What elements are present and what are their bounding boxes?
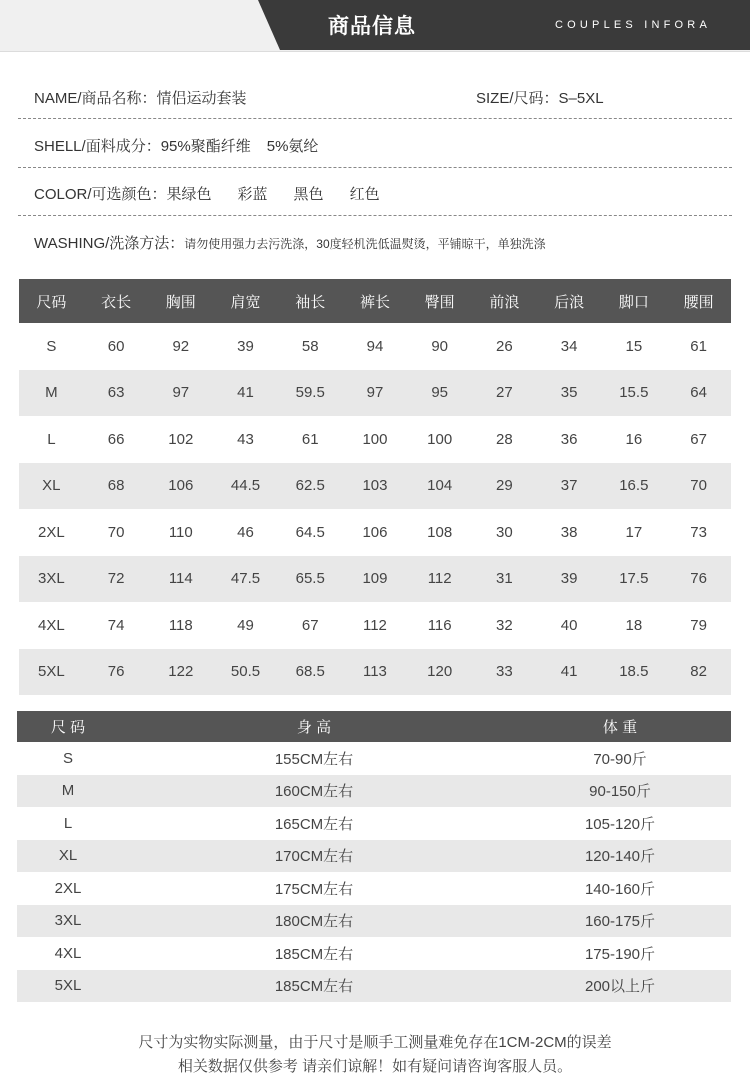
table-cell: 165CM左右 [274,815,354,833]
table-cell: 62.5 [278,463,343,510]
table-cell: 3XL [17,905,119,938]
color-option: 红色 [349,186,380,203]
divider [18,215,732,216]
page-title: 商品信息 [328,14,416,38]
table-cell: 16 [625,430,643,448]
table-cell: 5XL [17,970,119,1003]
table-cell: M [17,775,119,808]
shell-label: SHELL/面料成分： [34,138,161,155]
table-cell: 110 [168,523,193,541]
table-cell: 29 [472,463,537,510]
table-cell: 64.5 [295,523,325,541]
table-cell: 63 [84,370,149,417]
table-cell: S [46,337,57,355]
table-cell: 2XL [54,879,82,897]
table-cell: 108 [427,523,453,541]
size-range-value: S–5XL [558,90,604,107]
table-cell: 50.5 [213,649,278,696]
table-cell: S [62,749,73,767]
table-cell: 185CM左右 [119,970,509,1003]
column-header: 衣长 [84,279,149,323]
table-cell: 100 [362,430,388,448]
table-cell: 34 [560,337,578,355]
table-cell: 26 [496,337,513,355]
table-cell: 15 [625,337,643,355]
table-cell: 90-150斤 [509,775,731,808]
product-name-label: NAME/商品名称： [34,90,157,107]
table-row [17,872,731,905]
table-cell: 73 [690,523,707,541]
table-cell: 109 [343,556,408,603]
table-cell: 97 [343,370,408,417]
table-cell: 97 [148,370,213,417]
table-cell: 79 [690,616,707,634]
table-row [19,416,731,463]
table-row [19,602,731,649]
table-cell: 3XL [19,556,84,603]
table-cell: 31 [472,556,537,603]
table-cell: 38 [560,523,578,541]
table-cell: 40 [560,616,578,634]
table-row [17,840,731,873]
table-cell: 60 [107,337,125,355]
table-row [17,970,731,1003]
table-cell: 118 [168,616,193,634]
table-cell: 58 [301,337,319,355]
table-cell: 72 [84,556,149,603]
table-cell: 46 [237,523,254,541]
table-row [19,509,731,556]
table-cell: 5XL [19,649,84,696]
table-cell: 95 [407,370,472,417]
table-cell: 27 [472,370,537,417]
washing-value: 请勿使用强力去污洗涤，30度轻机洗低温熨烫，平铺晾干，单独洗涤 [184,237,546,251]
color-option: 黑色 [293,186,324,203]
table-cell: 67 [690,430,707,448]
table-cell: 76 [666,556,731,603]
column-header: 前浪 [472,279,537,323]
table-cell: 4XL [38,616,65,634]
column-header: 脚口 [601,279,666,323]
product-name-row [34,87,247,108]
table-cell: 61 [301,430,319,448]
height-weight-table [17,711,731,1002]
table-cell: 74 [107,616,125,634]
column-header: 后浪 [537,279,602,323]
table-cell: 140-160斤 [584,880,656,898]
table-cell: 47.5 [213,556,278,603]
divider [18,167,732,168]
table-cell: XL [19,463,84,510]
table-cell: 105-120斤 [584,815,656,833]
table-cell: 41 [213,370,278,417]
table-cell: 175-190斤 [584,945,656,963]
table-cell: 120 [407,649,472,696]
table-cell: 15.5 [601,370,666,417]
table-row [19,556,731,603]
table-cell: 116 [427,616,452,634]
table-cell: 70 [666,463,731,510]
table-cell: 82 [666,649,731,696]
table-cell: 35 [537,370,602,417]
divider [18,118,732,119]
table-row [19,463,731,510]
table-cell: 61 [690,337,707,355]
table-cell: 180CM左右 [119,905,509,938]
table-cell: 67 [301,616,319,634]
color-option: 彩蓝 [237,186,268,203]
table-cell: 37 [537,463,602,510]
washing-label: WASHING/洗涤方法： [34,235,185,252]
table-cell: 170CM左右 [119,840,509,873]
table-cell: 106 [362,523,388,541]
column-header: 臀围 [407,279,472,323]
table-cell: 92 [172,337,190,355]
table-cell: 113 [343,649,408,696]
column-header: 尺码 [19,279,84,323]
table-cell: 160CM左右 [119,775,509,808]
table-cell: 68 [84,463,149,510]
table-cell: 70 [107,523,125,541]
table-cell: 160-175斤 [509,905,731,938]
table-cell: 4XL [54,944,82,962]
table-cell: 200以上斤 [509,970,731,1003]
table-cell: 59.5 [278,370,343,417]
table-cell: 68.5 [278,649,343,696]
table-cell: 33 [472,649,537,696]
table-cell: 2XL [38,523,65,541]
table-cell: 17 [625,523,643,541]
column-header: 体 重 [509,711,731,742]
table-cell: L [47,430,56,448]
table-cell: 44.5 [213,463,278,510]
table-cell: 18.5 [601,649,666,696]
table-cell: 120-140斤 [509,840,731,873]
table-cell: 41 [537,649,602,696]
table-row [19,323,731,370]
table-cell: 43 [237,430,254,448]
table-cell: 100 [427,430,453,448]
disclaimer-line-1: 尺寸为实物实际测量，由于尺寸是顺手工测量难免存在1CM-2CM的误差 [138,1034,612,1051]
table-cell: 70-90斤 [593,750,647,768]
column-header: 肩宽 [213,279,278,323]
table-cell: 30 [496,523,513,541]
header-subtitle: COUPLES INFORA [555,19,711,31]
column-header: 裤长 [343,279,408,323]
table-row [17,905,731,938]
table-cell: 112 [407,556,472,603]
table-cell: 49 [237,616,254,634]
body-table-header-row [17,711,731,742]
table-cell: 66 [107,430,125,448]
table-cell: 104 [407,463,472,510]
column-header: 腰围 [666,279,731,323]
shell-value-1: 95%聚酯纤维 [160,138,251,155]
shell-row [34,135,318,156]
column-header: 袖长 [278,279,343,323]
table-row [17,937,731,970]
color-option: 果绿色 [166,186,212,203]
table-cell: 39 [537,556,602,603]
table-cell: 114 [148,556,213,603]
table-cell: 94 [366,337,384,355]
table-cell: 102 [168,430,194,448]
size-range-label: SIZE/尺码： [476,90,559,107]
table-cell: 103 [343,463,408,510]
table-row [17,742,731,775]
column-header: 胸围 [148,279,213,323]
table-cell: 65.5 [278,556,343,603]
disclaimer-line-2: 相关数据仅供参考 请亲们谅解！如有疑问请咨询客服人员。 [177,1058,573,1075]
washing-row [34,232,546,253]
table-row [19,649,731,696]
column-header: 身 高 [119,711,509,742]
table-row [17,775,731,808]
table-cell: L [63,814,73,832]
table-cell: 36 [560,430,578,448]
table-cell: 17.5 [601,556,666,603]
table-cell: 18 [625,616,643,634]
table-cell: 76 [84,649,149,696]
table-cell: 32 [496,616,513,634]
table-cell: 28 [496,430,513,448]
table-row [17,807,731,840]
table-cell: 39 [237,337,254,355]
table-cell: 175CM左右 [274,880,354,898]
table-cell: 90 [431,337,449,355]
size-table-header-row [19,279,731,323]
header-bar [0,0,750,52]
table-cell: XL [17,840,119,873]
table-cell: 64 [666,370,731,417]
table-cell: 106 [148,463,213,510]
size-range-row [476,87,604,108]
column-header: 尺 码 [17,711,119,742]
product-name-value: 情侣运动套装 [156,90,247,107]
table-cell: 122 [148,649,213,696]
table-cell: 185CM左右 [274,945,354,963]
color-label: COLOR/可选颜色： [34,186,167,203]
table-row [19,370,731,417]
size-chart-table [19,279,731,695]
table-cell: 16.5 [601,463,666,510]
color-row [34,183,380,204]
table-cell: M [19,370,84,417]
table-cell: 155CM左右 [274,750,354,768]
shell-value-2: 5%氨纶 [266,138,319,155]
table-cell: 112 [362,616,387,634]
